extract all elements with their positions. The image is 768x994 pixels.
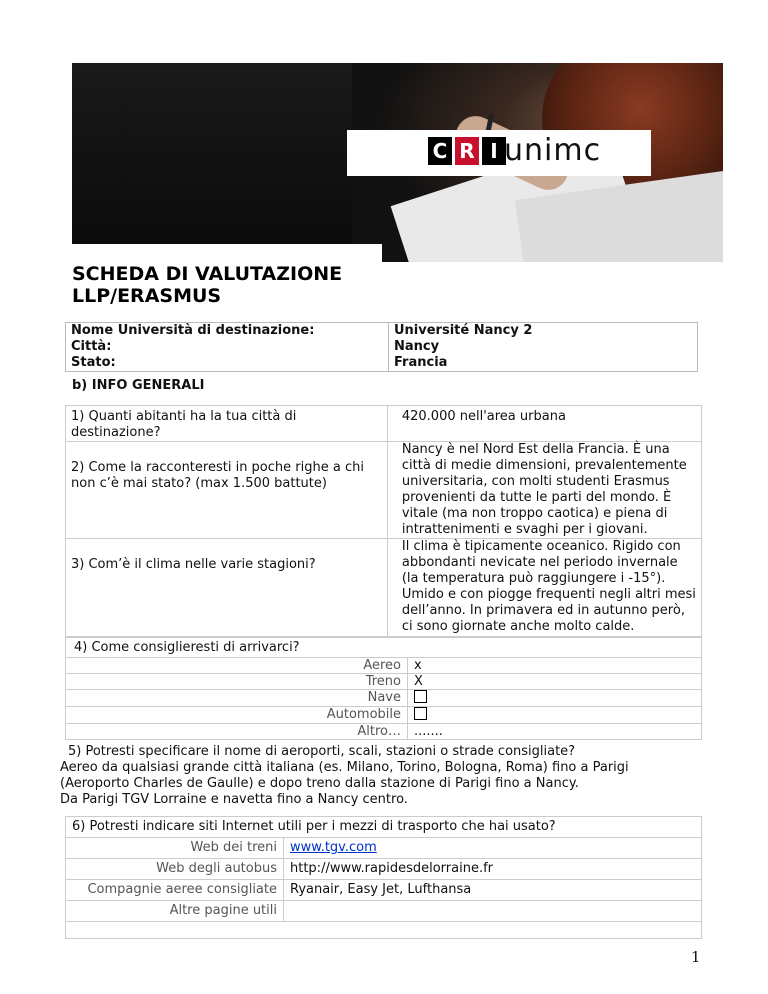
info-label-country: Stato: [66, 355, 389, 372]
info-label-university: Nome Università di destinazione: [66, 323, 389, 340]
question-row-3 [66, 539, 702, 638]
websites-question-row [66, 817, 702, 838]
question-2: 2) Come la racconteresti in poche righe a chi non c’è mai stato? (max 1.500 battute) [66, 442, 388, 539]
banner-cutout [72, 244, 382, 262]
logo-text: unimc [504, 133, 602, 168]
travel-question-row [66, 637, 702, 658]
travel-option-label-plane: Aereo [66, 658, 408, 674]
page-title [72, 263, 342, 307]
info-value-country: Francia [394, 355, 448, 370]
travel-option-checkbox-car[interactable] [414, 707, 427, 720]
travel-option-row [66, 724, 702, 740]
travel-option-mark-train[interactable]: X [408, 674, 702, 690]
question-5: 5) Potresti specificare il nome di aeroporti, scali, stazioni o strade consigliate? [68, 744, 576, 759]
page-title-line-2: LLP/ERASMUS [72, 285, 222, 307]
website-value-buses: http://www.rapidesdelorraine.fr [284, 859, 702, 880]
logo-letter-i: I [482, 137, 506, 165]
website-row-empty [66, 922, 702, 939]
page-title-line-1: SCHEDA DI VALUTAZIONE [72, 263, 343, 285]
website-row [66, 838, 702, 859]
question-row-1 [66, 406, 702, 442]
info-value-university: Université Nancy 2 [394, 323, 533, 338]
website-row [66, 859, 702, 880]
answer-2: Nancy è nel Nord Est della Francia. È una città di medie dimensioni, prevalentemente universitaria, con molti studenti Erasmus provenienti da tutte le parti del mondo. È vitale (ma non troppo caotica) e piena di intrattenimenti e svaghi per i giovani. [387, 442, 701, 539]
answer-5-line-2: (Aeroporto Charles de Gaulle) e dopo treno dalla stazione di Parigi fino a Nancy. [60, 776, 579, 791]
website-label-buses: Web degli autobus [66, 859, 284, 880]
website-value-trains-cell [284, 838, 702, 859]
website-empty-cell [66, 922, 702, 939]
info-row-city [66, 339, 698, 355]
general-info-table [65, 405, 702, 638]
answer-5-line-1: Aereo da qualsiasi grande città italiana (es. Milano, Torino, Bologna, Roma) fino a Parigi [60, 760, 629, 775]
travel-options-table [65, 636, 702, 740]
website-label-other: Altre pagine utili [66, 901, 284, 922]
travel-option-label-ship: Nave [66, 690, 408, 707]
answer-5-line-3: Da Parigi TGV Lorraine e navetta fino a Nancy centro. [60, 792, 408, 807]
question-5-block [60, 744, 708, 808]
info-row-university [66, 323, 698, 340]
answer-1: 420.000 nell'area urbana [387, 406, 701, 442]
travel-option-mark-other[interactable]: ....... [408, 724, 702, 740]
website-value-airlines: Ryanair, Easy Jet, Lufthansa [284, 880, 702, 901]
travel-option-mark-plane[interactable]: x [408, 658, 702, 674]
transport-websites-table [65, 816, 702, 939]
website-link-trains[interactable]: www.tgv.com [290, 840, 377, 855]
section-heading: b) INFO GENERALI [72, 378, 205, 393]
travel-option-label-other: Altro… [66, 724, 408, 740]
logo-letter-c: C [428, 137, 452, 165]
website-label-trains: Web dei treni [66, 838, 284, 859]
travel-option-row [66, 707, 702, 724]
travel-question: 4) Come consiglieresti di arrivarci? [66, 637, 702, 658]
travel-option-label-train: Treno [66, 674, 408, 690]
travel-option-row [66, 690, 702, 707]
info-label-city: Città: [66, 339, 389, 355]
website-row [66, 901, 702, 922]
website-label-airlines: Compagnie aeree consigliate [66, 880, 284, 901]
page-number: 1 [691, 948, 701, 966]
travel-option-car-cell [408, 707, 702, 724]
website-row [66, 880, 702, 901]
question-1: 1) Quanti abitanti ha la tua città di destinazione? [66, 406, 388, 442]
question-3: 3) Com’è il clima nelle varie stagioni? [66, 539, 388, 638]
info-value-city: Nancy [394, 339, 440, 354]
travel-option-checkbox-ship[interactable] [414, 690, 427, 703]
answer-3: Il clima è tipicamente oceanico. Rigido con abbondanti nevicate nel periodo invernale (la temperatura può raggiungere i -15°). Umido e con piogge frequenti negli altri mesi dell’anno. In primavera ed in autunno però, ci sono giornate anche molto calde. [387, 539, 701, 638]
logo-letter-r: R [455, 137, 479, 165]
travel-option-row [66, 674, 702, 690]
destination-info-table [65, 322, 698, 372]
travel-option-ship-cell [408, 690, 702, 707]
travel-option-row [66, 658, 702, 674]
website-value-other [284, 901, 702, 922]
travel-option-label-car: Automobile [66, 707, 408, 724]
question-6: 6) Potresti indicare siti Internet utili per i mezzi di trasporto che hai usato? [66, 817, 702, 838]
question-row-2 [66, 442, 702, 539]
info-row-country [66, 355, 698, 372]
